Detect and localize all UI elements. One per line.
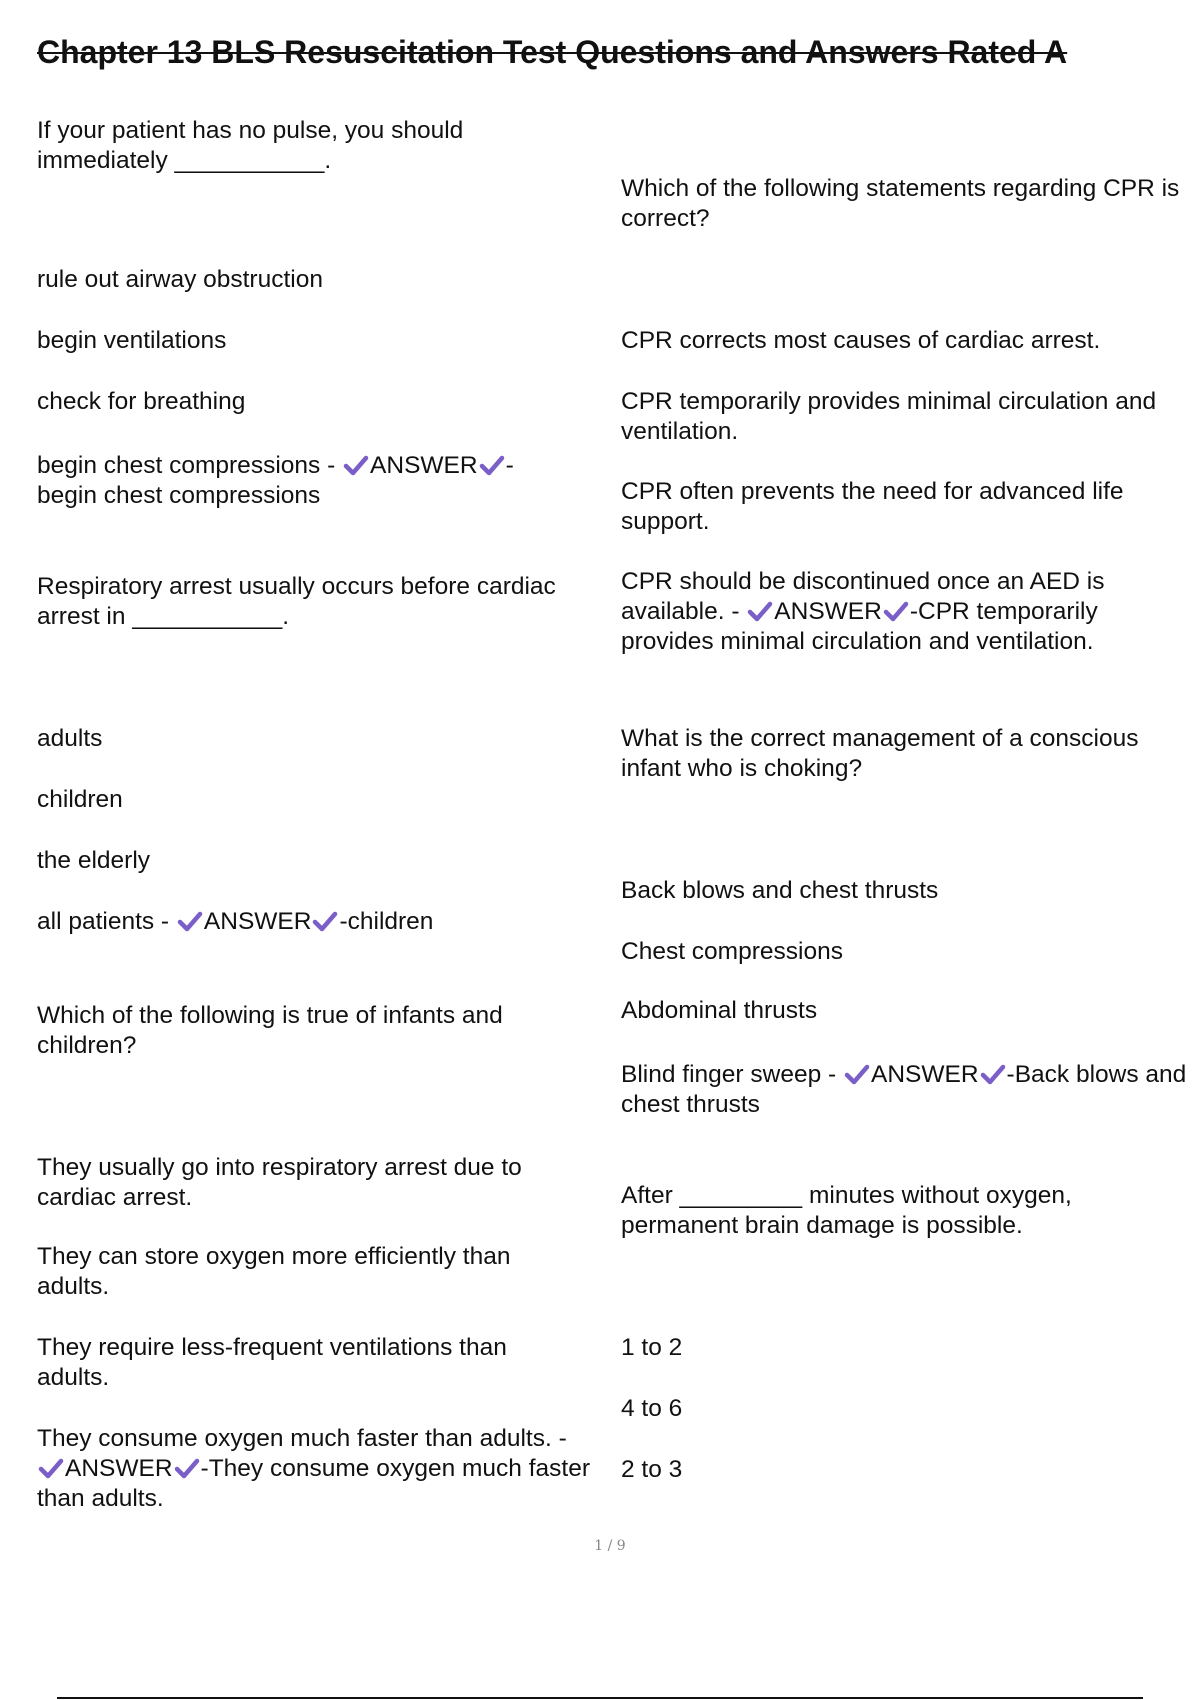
- checkmark-icon: [883, 600, 909, 622]
- checkmark-icon: [980, 1063, 1006, 1085]
- answer-label: ANSWER: [370, 452, 478, 479]
- option-less-frequent: They require less-frequent ventilations than adults.: [37, 1334, 507, 1391]
- last-option: CPR should be discontinued once an AED is available. -: [621, 568, 1105, 625]
- answer-label: ANSWER: [870, 1061, 979, 1088]
- answer-block-choking: [621, 1060, 1196, 1120]
- question-pulse: If your patient has no pulse, you should immediately ___________.: [37, 117, 464, 174]
- option-2-to-3: 2 to 3: [621, 1456, 683, 1483]
- option-back-blows: Back blows and chest thrusts: [621, 877, 939, 904]
- option-children: children: [37, 786, 123, 813]
- question-respiratory-arrest: Respiratory arrest usually occurs before cardiac arrest in ___________.: [37, 573, 556, 630]
- option-adults: adults: [37, 725, 103, 752]
- footer-divider: [57, 1697, 1143, 1699]
- answer-label: ANSWER: [203, 908, 312, 935]
- option-cpr-corrects: CPR corrects most causes of cardiac arrest.: [621, 327, 1101, 354]
- answer-text: -children: [339, 908, 434, 935]
- answer-dash: -: [505, 452, 514, 479]
- answer-block-respiratory: [37, 907, 597, 937]
- question-infants-children: Which of the following is true of infants and children?: [37, 1002, 503, 1059]
- last-option: They consume oxygen much faster than adults. -: [37, 1425, 567, 1452]
- answer-text: -They consume oxygen much faster than adults.: [37, 1455, 590, 1512]
- answer-block-pulse: [37, 451, 577, 511]
- checkmark-icon: [38, 1457, 64, 1479]
- answer-text: -Back blows and chest thrusts: [621, 1061, 1187, 1118]
- option-1-to-2: 1 to 2: [621, 1334, 683, 1361]
- option-cpr-temporarily: CPR temporarily provides minimal circulation and ventilation.: [621, 388, 1157, 445]
- option-breathing: check for breathing: [37, 388, 246, 415]
- last-option: begin chest compressions -: [37, 452, 336, 479]
- option-chest-compressions: Chest compressions: [621, 938, 843, 965]
- answer-text: -CPR temporarily provides minimal circulation and ventilation.: [621, 598, 1098, 655]
- checkmark-icon: [343, 454, 369, 476]
- option-4-to-6: 4 to 6: [621, 1395, 683, 1422]
- answer-label: ANSWER: [774, 598, 882, 625]
- last-option: all patients -: [37, 908, 170, 935]
- option-store-oxygen: They can store oxygen more efficiently than adults.: [37, 1243, 511, 1300]
- option-elderly: the elderly: [37, 847, 151, 874]
- answer-text: begin chest compressions: [37, 482, 321, 509]
- option-respiratory-due-cardiac: They usually go into respiratory arrest due to cardiac arrest.: [37, 1154, 522, 1211]
- last-option: Blind finger sweep -: [621, 1061, 837, 1088]
- checkmark-icon: [177, 910, 203, 932]
- page-number: 1 / 9: [594, 1538, 626, 1554]
- answer-block-infants: [37, 1424, 617, 1514]
- option-airway: rule out airway obstruction: [37, 266, 323, 293]
- question-cpr-statements: Which of the following statements regarding CPR is correct?: [621, 175, 1180, 232]
- checkmark-icon: [312, 910, 338, 932]
- document-title: Chapter 13 BLS Resuscitation Test Questions and Answers Rated A: [37, 34, 1068, 70]
- checkmark-icon: [747, 600, 773, 622]
- option-ventilations: begin ventilations: [37, 327, 227, 354]
- option-cpr-prevents: CPR often prevents the need for advanced life support.: [621, 478, 1124, 535]
- checkmark-icon: [844, 1063, 870, 1085]
- question-brain-damage: After _________ minutes without oxygen, permanent brain damage is possible.: [621, 1182, 1072, 1239]
- option-abdominal-thrusts: Abdominal thrusts: [621, 997, 818, 1024]
- question-choking-infant: What is the correct management of a conscious infant who is choking?: [621, 725, 1139, 782]
- answer-block-cpr: [621, 567, 1176, 657]
- answer-label: ANSWER: [65, 1455, 173, 1482]
- checkmark-icon: [479, 454, 505, 476]
- checkmark-icon: [174, 1457, 200, 1479]
